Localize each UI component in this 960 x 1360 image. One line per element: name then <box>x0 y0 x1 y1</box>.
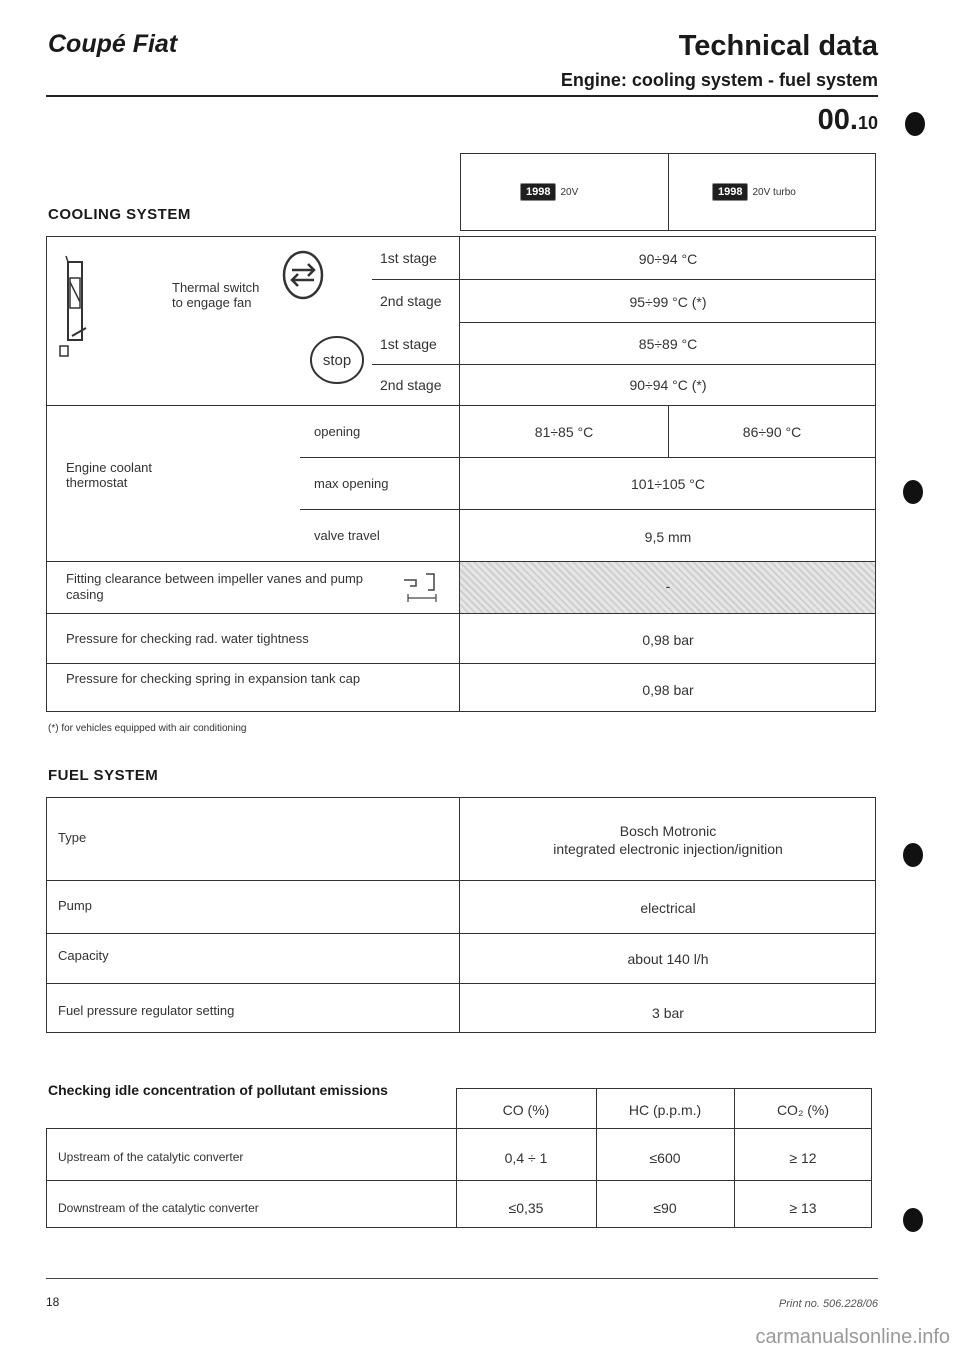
fan-stage-2-label: 2nd stage <box>380 293 442 309</box>
fan-stage-2-value: 95÷99 °C (*) <box>629 294 707 310</box>
fuel-type-label: Type <box>58 830 87 845</box>
cooling-system-heading: COOLING SYSTEM <box>48 206 191 223</box>
engine-badge-2 <box>712 182 796 201</box>
binder-hole <box>903 843 923 867</box>
emissions-header-co2: CO₂ (%) <box>776 1102 830 1118</box>
emissions-upstream-co2: ≥ 12 <box>789 1150 817 1166</box>
clearance-value: - <box>665 578 671 594</box>
thermal-switch-label: Thermal switch to engage fan <box>172 280 260 310</box>
emissions-downstream-co: ≤0,35 <box>508 1200 544 1216</box>
binder-hole <box>903 480 923 504</box>
engine-badge-1 <box>520 182 578 201</box>
fuel-capacity-value: about 140 l/h <box>627 951 709 967</box>
thermostat-opening-label: opening <box>314 424 361 439</box>
engine-note: 20V <box>560 187 579 198</box>
fuel-pump-label: Pump <box>58 898 92 913</box>
stop-icon-text: stop <box>322 352 352 369</box>
clearance-label: Fitting clearance between impeller vanes and pump casing <box>66 571 364 602</box>
thermostat-opening-value-2: 86÷90 °C <box>742 424 802 440</box>
row-rule <box>372 364 876 365</box>
thermostat-max-opening-value: 101÷105 °C <box>631 476 705 492</box>
valve-travel-value: 9,5 mm <box>644 529 692 545</box>
row-rule <box>460 322 876 323</box>
header-rule <box>46 95 878 97</box>
row-rule <box>300 509 876 510</box>
fuel-capacity-label: Capacity <box>58 948 109 963</box>
impeller-clearance-icon <box>402 570 442 604</box>
engine-badge: 1998 <box>520 183 556 201</box>
row-rule <box>46 405 876 406</box>
row-rule <box>46 933 876 934</box>
section-code-main: 00. <box>817 104 858 136</box>
row-rule <box>46 983 876 984</box>
section-code <box>818 104 878 137</box>
thermostat-label: Engine coolant thermostat <box>66 460 153 490</box>
emissions-upstream-co: 0,4 ÷ 1 <box>504 1150 548 1166</box>
emissions-upstream-hc: ≤600 <box>649 1150 681 1166</box>
row-rule <box>372 279 876 280</box>
thermostat-opening-value-1: 81÷85 °C <box>534 424 594 440</box>
emissions-downstream-hc: ≤90 <box>653 1200 677 1216</box>
stop-stage-1-label: 1st stage <box>380 336 437 352</box>
divider <box>668 153 669 231</box>
stop-stage-2-value: 90÷94 °C (*) <box>629 377 707 393</box>
brand-title: Coupé Fiat <box>48 30 178 58</box>
cap-pressure-label: Pressure for checking spring in expansion tank cap <box>66 671 361 686</box>
valve-travel-label: valve travel <box>314 528 380 543</box>
thermostat-max-opening-label: max opening <box>314 476 389 491</box>
emissions-heading: Checking idle concentration of pollutant emissions <box>48 1082 388 1098</box>
stop-stage-2-label: 2nd stage <box>380 377 442 393</box>
fuel-regulator-label: Fuel pressure regulator setting <box>58 1003 235 1018</box>
rad-pressure-value: 0,98 bar <box>642 632 694 648</box>
page-subtitle: Engine: cooling system - fuel system <box>560 70 878 90</box>
emissions-header-hc: HC (p.p.m.) <box>628 1102 702 1118</box>
emissions-downstream-label: Downstream of the catalytic converter <box>58 1201 259 1215</box>
row-rule <box>46 613 876 614</box>
emissions-header-co: CO (%) <box>502 1102 550 1118</box>
fuel-system-heading: FUEL SYSTEM <box>48 767 159 784</box>
fuel-regulator-value: 3 bar <box>652 1005 684 1021</box>
fan-stage-1-value: 90÷94 °C <box>638 251 698 267</box>
rad-pressure-label: Pressure for checking rad. water tightness <box>66 631 309 646</box>
fuel-type-value-2: integrated electronic injection/ignition <box>553 841 783 857</box>
table-rule <box>46 711 876 712</box>
radiator-fan-icon <box>56 252 104 362</box>
fan-stop-icon <box>308 334 366 386</box>
row-rule <box>46 880 876 881</box>
print-number: Print no. 506.228/06 <box>778 1298 878 1310</box>
fuel-type-value-1: Bosch Motronic <box>619 823 717 839</box>
binder-hole <box>903 1208 923 1232</box>
engine-note: 20V turbo <box>752 187 796 198</box>
footer-rule <box>46 1278 878 1279</box>
emissions-downstream-co2: ≥ 13 <box>789 1200 817 1216</box>
fan-stage-1-label: 1st stage <box>380 250 437 266</box>
cap-pressure-value: 0,98 bar <box>642 682 694 698</box>
emissions-upstream-label: Upstream of the catalytic converter <box>58 1150 244 1164</box>
table-rule <box>46 236 47 712</box>
row-rule <box>456 1128 872 1129</box>
row-rule <box>46 1180 872 1181</box>
fan-engage-icon <box>282 250 324 300</box>
row-rule <box>46 663 876 664</box>
section-code-sub: 10 <box>857 113 878 133</box>
page-number: 18 <box>46 1295 60 1309</box>
stop-stage-1-value: 85÷89 °C <box>638 336 698 352</box>
binder-hole <box>905 112 925 136</box>
watermark: carmanualsonline.info <box>755 1326 950 1348</box>
row-rule <box>300 457 876 458</box>
table-rule <box>46 236 876 237</box>
fuel-pump-value: electrical <box>640 900 696 916</box>
footnote: (*) for vehicles equipped with air conditioning <box>48 723 247 734</box>
page-title: Technical data <box>678 30 878 62</box>
engine-badge: 1998 <box>712 183 748 201</box>
